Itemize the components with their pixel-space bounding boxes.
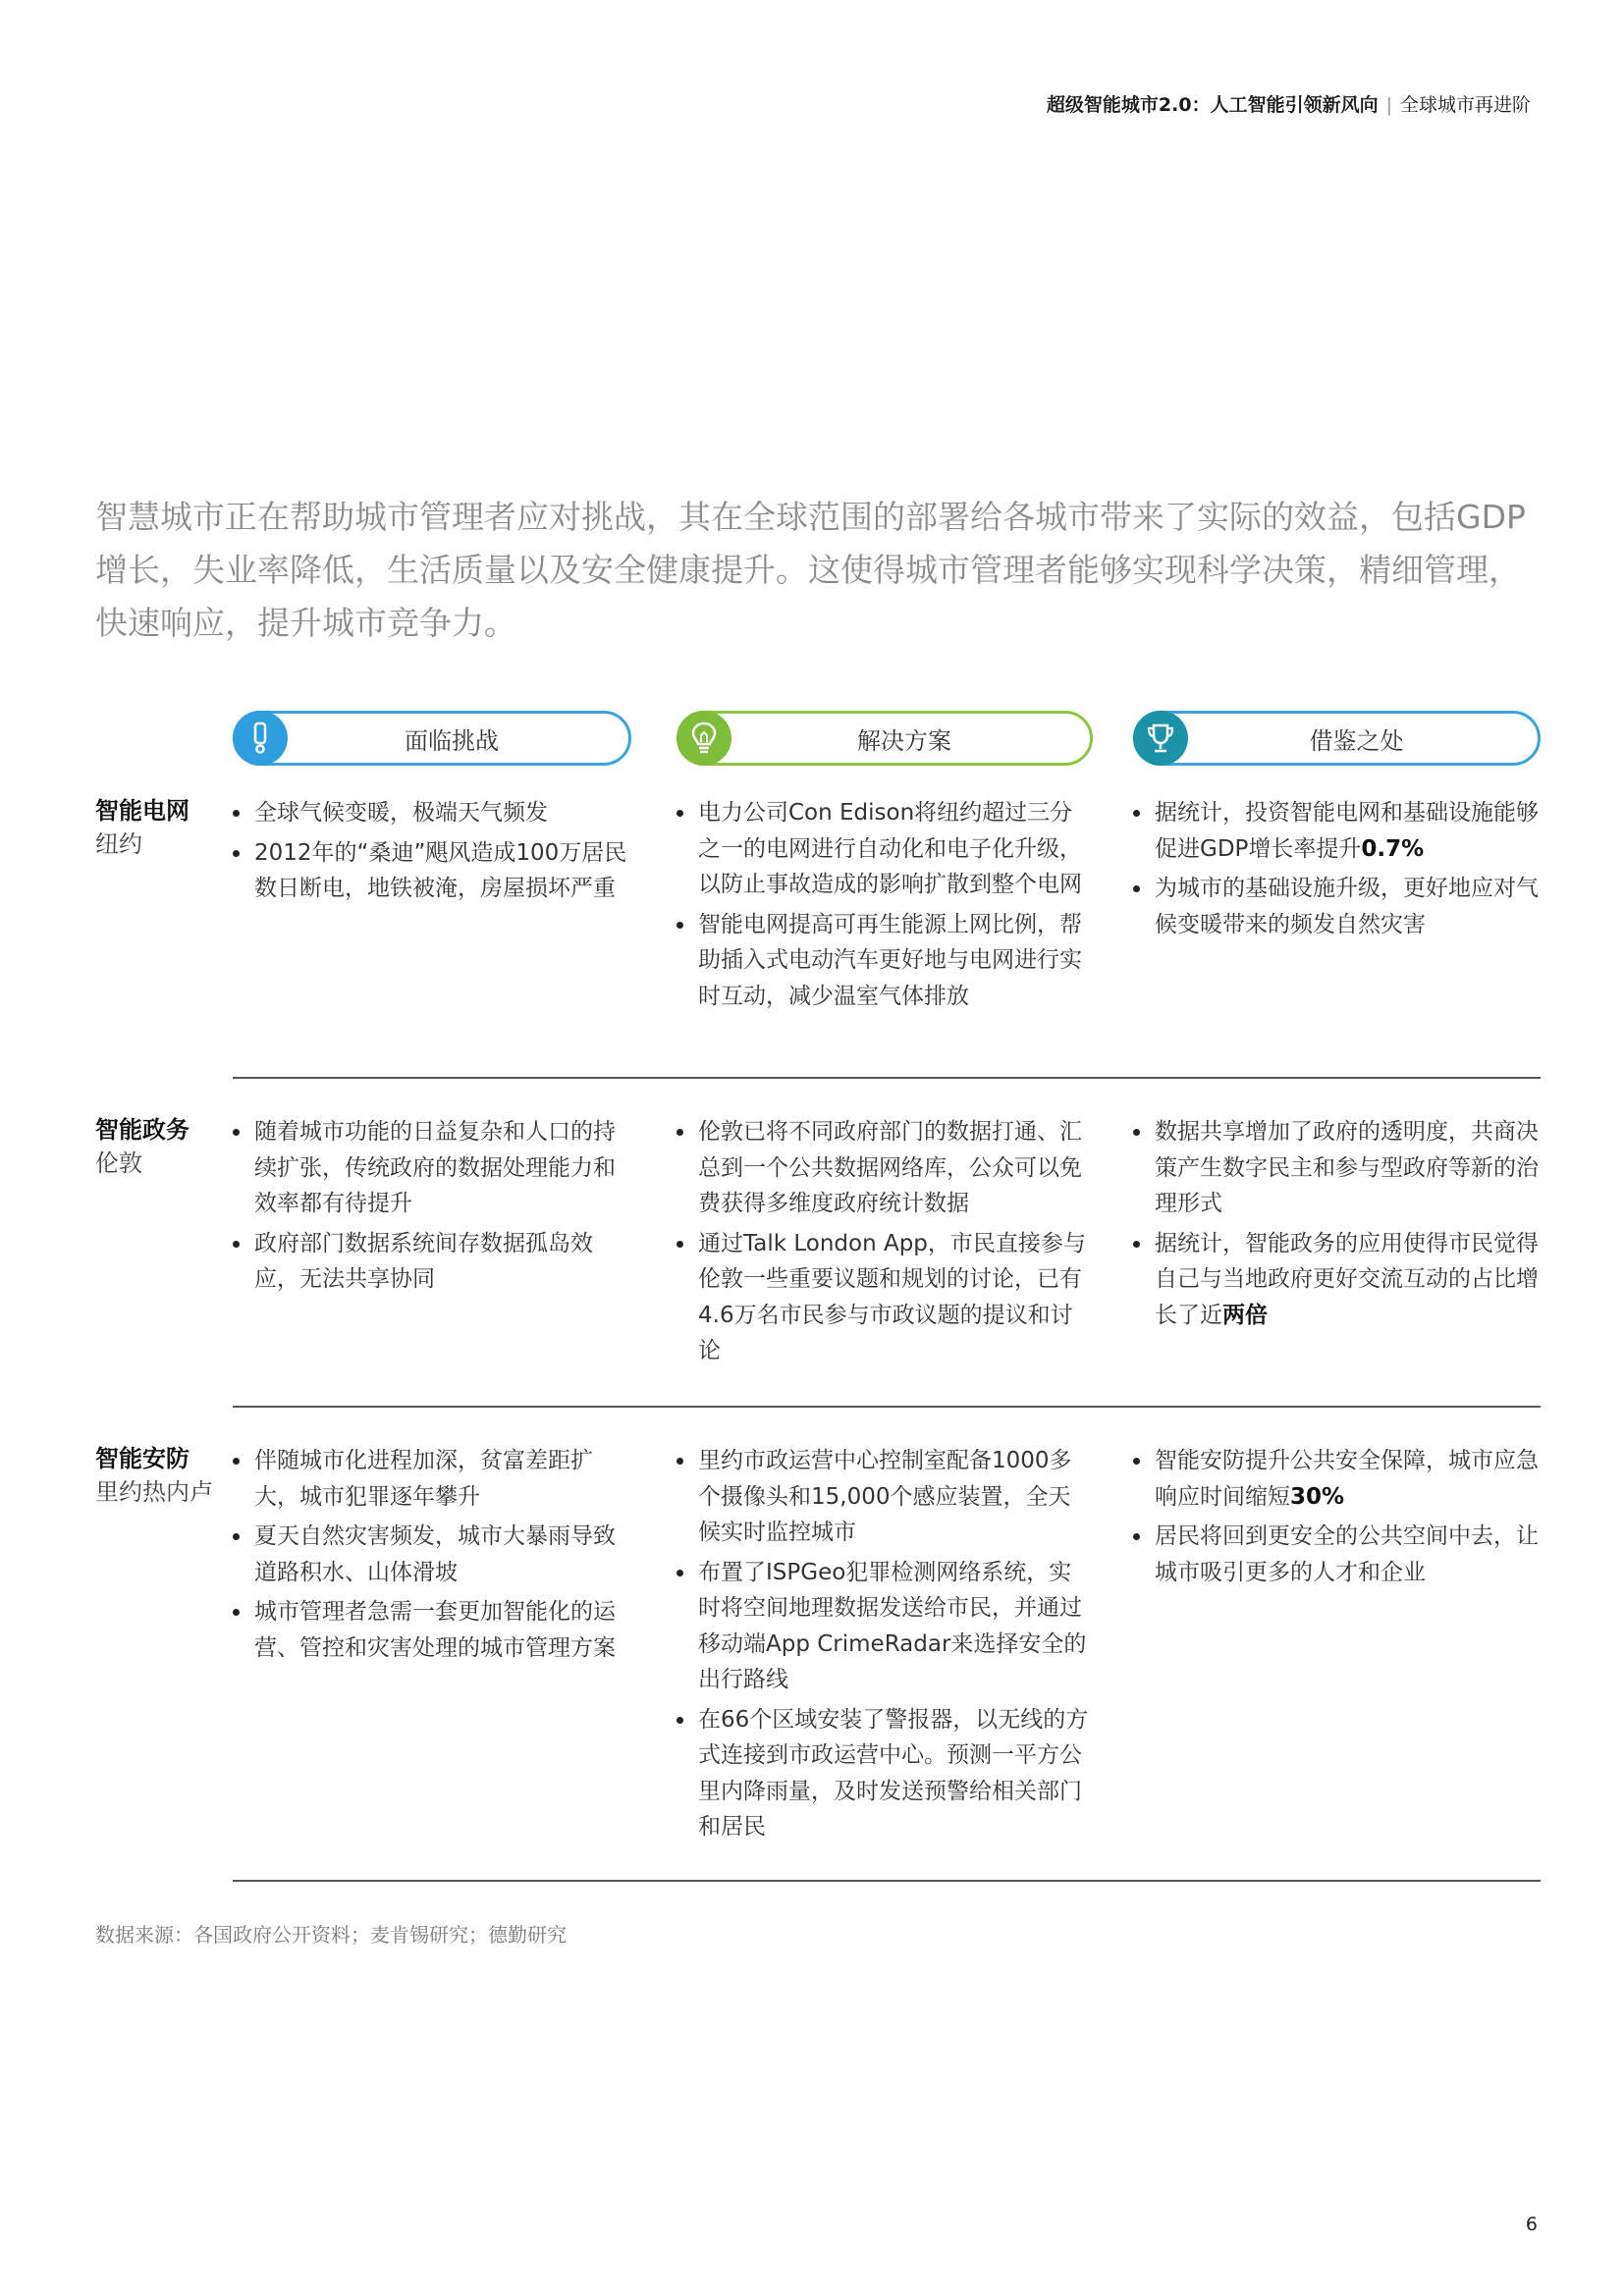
list-item: 通过Talk London App，市民直接参与伦敦一些重要议题和规划的讨论，已有4.6万名市民参与市政议题的提议和讨论 bbox=[677, 1226, 1093, 1369]
list-item: 智能电网提高可再生能源上网比例，帮助插入式电动汽车更好地与电网进行实时互动，减少温室气体排放 bbox=[677, 907, 1093, 1015]
list-item: 政府部门数据系统间存数据孤岛效应，无法共享协同 bbox=[233, 1226, 635, 1298]
report-subtitle: 全球城市再进阶 bbox=[1399, 94, 1531, 116]
list-item: 为城市的基础设施升级，更好地应对气候变暖带来的频发自然灾害 bbox=[1133, 871, 1543, 942]
solution-cell bbox=[677, 795, 1093, 1018]
challenge-cell bbox=[233, 1443, 635, 1670]
row-title: 智能电网 bbox=[95, 797, 189, 825]
header-separator: | bbox=[1385, 94, 1392, 116]
trophy-icon bbox=[1133, 711, 1188, 766]
intro-paragraph: 智慧城市正在帮助城市管理者应对挑战，其在全球范围的部署给各城市带来了实际的效益，包括GDP增长，失业率降低，生活质量以及安全健康提升。这使得城市管理者能够实现科学决策，精细管理，快速响应，提升城市竞争力。 bbox=[95, 498, 1526, 642]
list-item: 据统计，投资智能电网和基础设施能够促进GDP增长率提升0.7% bbox=[1133, 795, 1543, 867]
page-header bbox=[1047, 90, 1531, 117]
solution-cell bbox=[677, 1114, 1093, 1373]
row-divider bbox=[233, 1406, 1541, 1408]
page-number: 6 bbox=[1525, 2214, 1538, 2235]
list-item: 2012年的“桑迪”飓风造成100万居民数日断电，地铁被淹，房屋损坏严重 bbox=[233, 835, 635, 907]
challenge-cell bbox=[233, 1114, 635, 1302]
list-item: 城市管理者急需一套更加智能化的运营、管控和灾害处理的城市管理方案 bbox=[233, 1594, 635, 1666]
lightbulb-icon bbox=[677, 711, 731, 766]
list-item: 夏天自然灾害频发，城市大暴雨导致道路积水、山体滑坡 bbox=[233, 1519, 635, 1590]
row-heading-smart-security bbox=[95, 1442, 213, 1509]
solution-cell bbox=[677, 1443, 1093, 1849]
challenge-header bbox=[233, 711, 631, 766]
list-item: 据统计，智能政务的应用使得市民觉得自己与当地政府更好交流互动的占比增长了近两倍 bbox=[1133, 1226, 1543, 1334]
solution-header bbox=[677, 711, 1093, 766]
lesson-cell bbox=[1133, 1114, 1543, 1337]
row-divider bbox=[233, 1077, 1541, 1079]
report-title: 超级智能城市2.0：人工智能引领新风向 bbox=[1046, 94, 1379, 116]
list-item: 随着城市功能的日益复杂和人口的持续扩张，传统政府的数据处理能力和效率都有待提升 bbox=[233, 1114, 635, 1222]
lesson-cell bbox=[1133, 795, 1543, 946]
list-item: 伦敦已将不同政府部门的数据打通、汇总到一个公共数据网络库，公众可以免费获得多维度政府统计数据 bbox=[677, 1114, 1093, 1222]
row-city: 里约热内卢 bbox=[95, 1478, 213, 1506]
challenge-label: 面临挑战 bbox=[405, 726, 499, 755]
row-heading-smart-government bbox=[95, 1113, 189, 1180]
list-item: 数据共享增加了政府的透明度，共商决策产生数字民主和参与型政府等新的治理形式 bbox=[1133, 1114, 1543, 1222]
list-item: 在66个区域安装了警报器，以无线的方式连接到市政运营中心。预测一平方公里内降雨量，及时发送预警给相关部门和居民 bbox=[677, 1702, 1093, 1845]
list-item: 伴随城市化进程加深，贫富差距扩大，城市犯罪逐年攀升 bbox=[233, 1443, 635, 1515]
row-heading-smart-grid bbox=[95, 794, 189, 861]
list-item: 电力公司Con Edison将纽约超过三分之一的电网进行自动化和电子化升级，以防止事故造成的影响扩散到整个电网 bbox=[677, 795, 1093, 903]
lesson-cell bbox=[1133, 1443, 1543, 1594]
row-city: 纽约 bbox=[95, 830, 142, 858]
exclamation-icon bbox=[233, 711, 288, 766]
row-city: 伦敦 bbox=[95, 1149, 142, 1177]
list-item: 智能安防提升公共安全保障，城市应急响应时间缩短30% bbox=[1133, 1443, 1543, 1515]
list-item: 里约市政运营中心控制室配备1000多个摄像头和15,000个感应装置，全天候实时监控城市 bbox=[677, 1443, 1093, 1551]
lesson-header bbox=[1133, 711, 1541, 766]
challenge-cell bbox=[233, 795, 635, 911]
solution-label: 解决方案 bbox=[857, 726, 951, 755]
data-source-note: 数据来源：各国政府公开资料；麦肯锡研究；德勤研究 bbox=[95, 1923, 567, 1947]
list-item: 全球气候变暖，极端天气频发 bbox=[233, 795, 635, 831]
row-title: 智能政务 bbox=[95, 1116, 189, 1144]
list-item: 布置了ISPGeo犯罪检测网络系统，实时将空间地理数据发送给市民，并通过移动端App CrimeRadar来选择安全的出行路线 bbox=[677, 1555, 1093, 1698]
row-divider bbox=[233, 1880, 1541, 1882]
lesson-label: 借鉴之处 bbox=[1309, 726, 1404, 755]
list-item: 居民将回到更安全的公共空间中去，让城市吸引更多的人才和企业 bbox=[1133, 1519, 1543, 1590]
row-title: 智能安防 bbox=[95, 1445, 189, 1472]
